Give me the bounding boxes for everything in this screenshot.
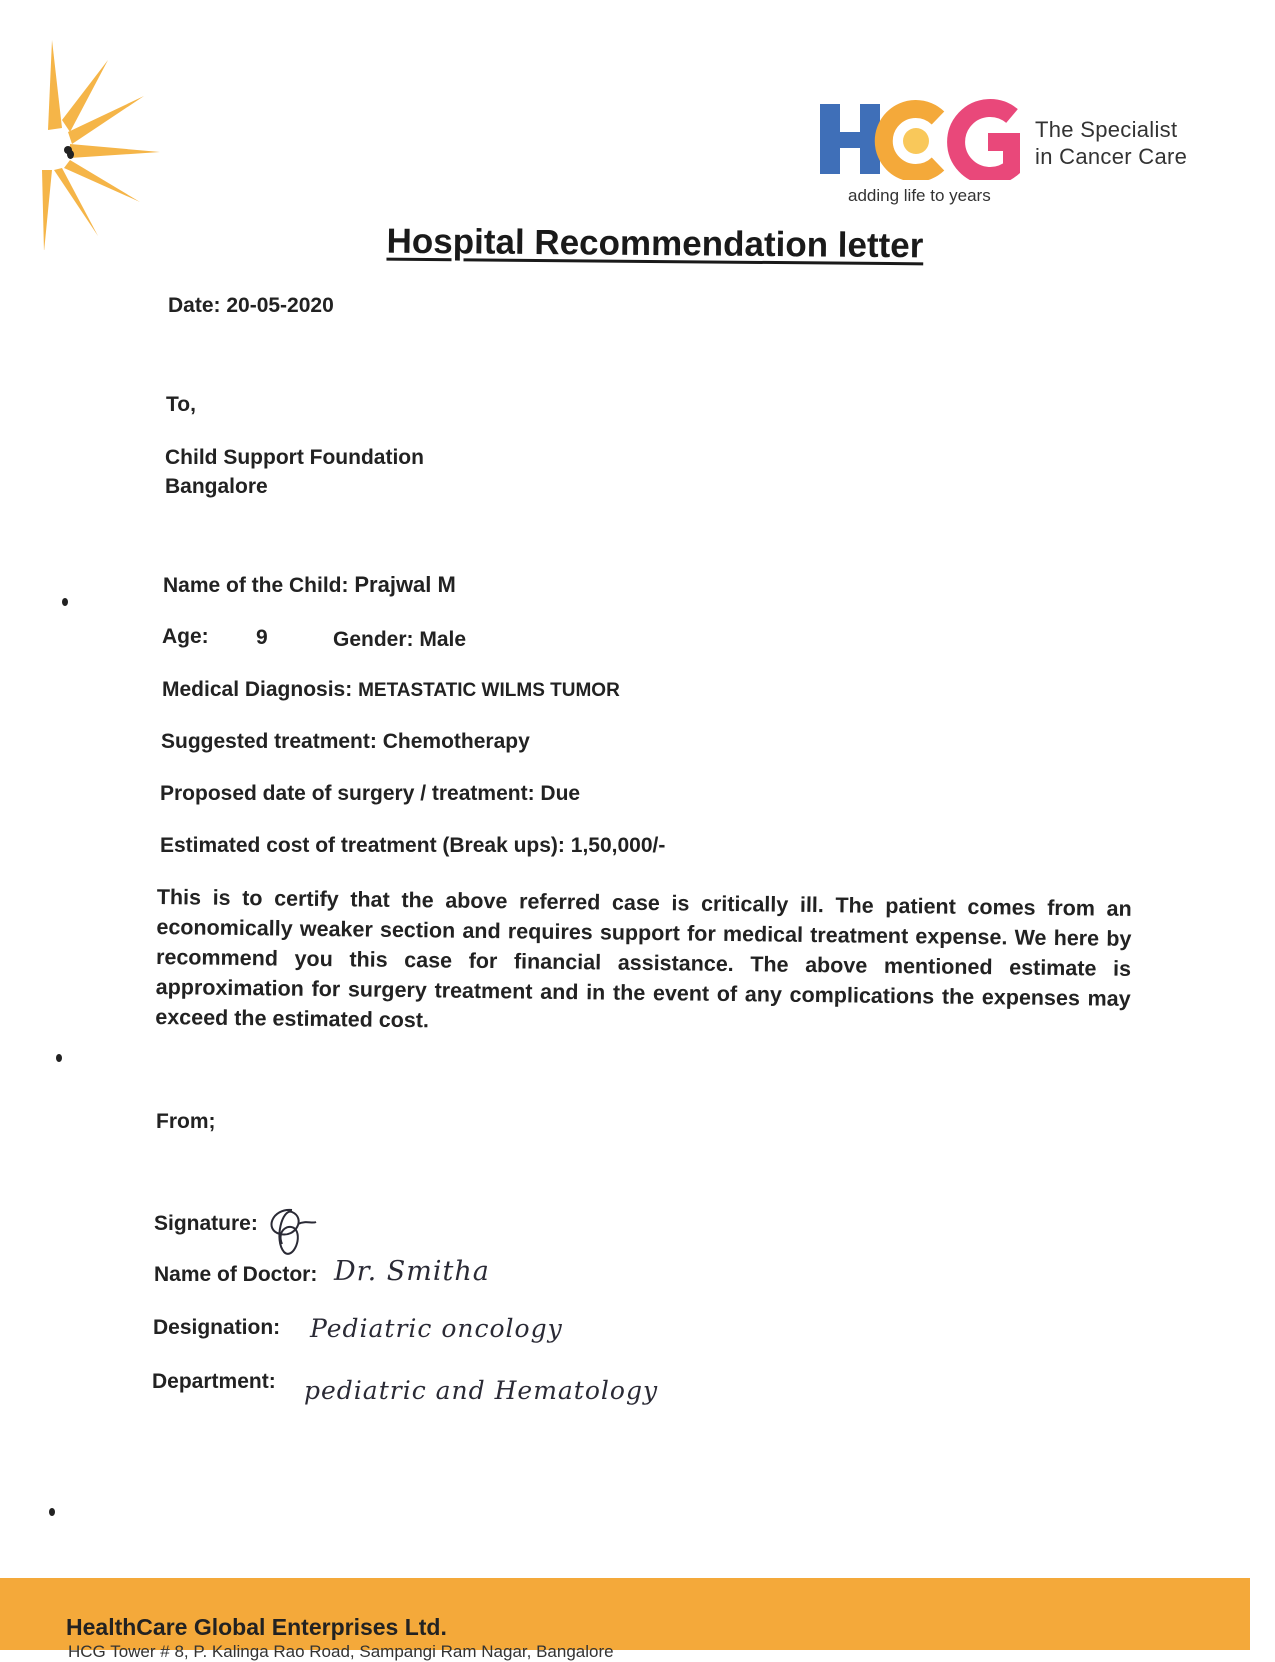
scan-speck xyxy=(67,150,74,159)
diagnosis-value: METASTATIC WILMS TUMOR xyxy=(358,680,620,701)
sun-logo-graphic xyxy=(10,20,160,250)
certification-paragraph: This is to certify that the above referred case is critically ill. The patient comes from an economically weaker section and requires support for medical treatment expense. We here by recommend you this case for financial assistance. The above mentioned estimate is approximation for surgery treatment and in the event of any complications the expenses may exceed the estimated cost. xyxy=(155,884,1132,1033)
recipient-city: Bangalore xyxy=(165,475,268,498)
scan-speck xyxy=(56,1054,62,1062)
age-label: Age: xyxy=(162,625,209,648)
recipient-name: Child Support Foundation xyxy=(165,446,424,469)
cost-value: 1,50,000/- xyxy=(570,834,666,857)
tagline-line-1: The Specialist xyxy=(1035,117,1178,142)
proposed-date-label: Proposed date of surgery / treatment: xyxy=(160,782,535,805)
treatment-label: Suggested treatment: xyxy=(161,730,377,753)
doctor-name-value: Dr. Smitha xyxy=(334,1256,490,1287)
treatment-value: Chemotherapy xyxy=(382,730,530,753)
proposed-date-row xyxy=(160,782,580,806)
proposed-date-value: Due xyxy=(540,782,581,805)
diagnosis-row xyxy=(162,678,620,702)
cost-label: Estimated cost of treatment (Break ups): xyxy=(160,834,565,857)
diagnosis-label: Medical Diagnosis: xyxy=(162,678,353,701)
child-name-value: Prajwal M xyxy=(354,572,456,597)
footer-company: HealthCare Global Enterprises Ltd. xyxy=(66,1614,447,1640)
scan-speck xyxy=(62,598,68,606)
from-label: From; xyxy=(156,1110,216,1133)
page-title: Hospital Recommendation letter xyxy=(386,221,924,266)
treatment-row xyxy=(161,730,530,754)
child-name-label: Name of the Child: xyxy=(163,574,349,597)
gender-row xyxy=(333,628,466,652)
department-label: Department: xyxy=(152,1370,276,1393)
to-label: To, xyxy=(166,393,196,416)
footer-address: HCG Tower # 8, P. Kalinga Rao Road, Sampangi Ram Nagar, Bangalore xyxy=(68,1642,614,1661)
tagline-line-2: in Cancer Care xyxy=(1035,144,1188,169)
footer-band xyxy=(0,1578,1250,1661)
doctor-name-label: Name of Doctor: xyxy=(154,1263,318,1286)
designation-value: Pediatric oncology xyxy=(310,1314,563,1343)
logo-slogan: adding life to years xyxy=(848,186,991,205)
child-name-row xyxy=(163,572,456,598)
doctor-signature xyxy=(262,1200,332,1270)
signature-label: Signature: xyxy=(154,1212,258,1235)
logo-tagline xyxy=(1035,116,1187,170)
scan-speck xyxy=(49,1508,55,1516)
letter-date: Date: 20-05-2020 xyxy=(168,294,334,317)
designation-label: Designation: xyxy=(153,1316,281,1339)
gender-label: Gender: xyxy=(333,628,414,651)
hcg-logo xyxy=(820,96,1200,216)
gender-value: Male xyxy=(419,628,467,651)
cost-row xyxy=(160,834,665,858)
age-value: 9 xyxy=(256,626,268,649)
hcg-letters-graphic xyxy=(820,96,1020,180)
department-value: pediatric and Hematology xyxy=(304,1376,659,1405)
